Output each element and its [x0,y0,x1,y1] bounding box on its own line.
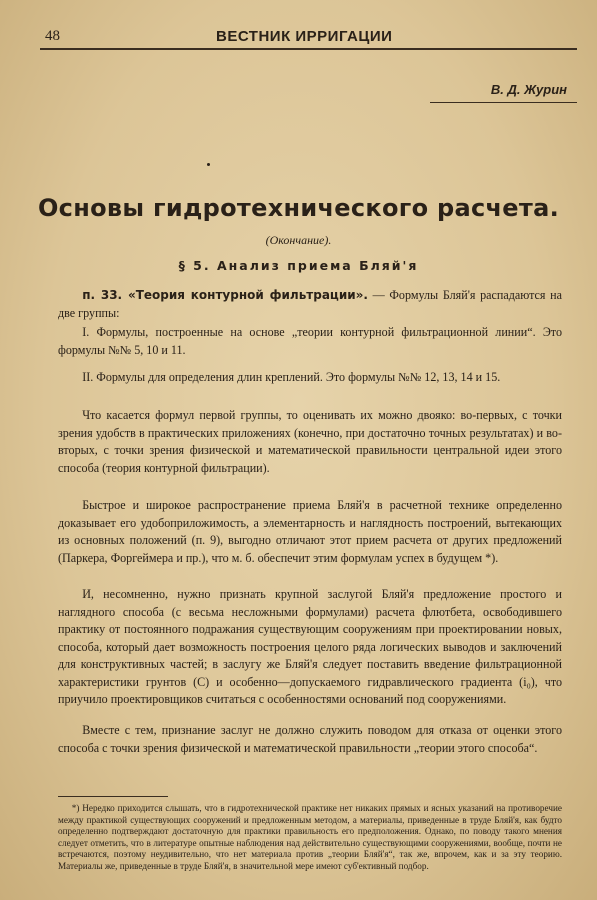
running-header [40,26,577,50]
ink-dot [207,163,210,166]
section-heading: § 5. Анализ приема Бляй'я [178,258,419,273]
paragraph-p33 [58,287,562,322]
paragraph-text: — Формулы Бляй'я распадаются на две группы: [58,288,562,320]
paragraph-text: И, несомненно, нужно признать крупной заслугой Бляй'я предложение простого и наглядного способа (с весьма несложными формулами) расчета флютбета, освободившего практику от постоянного подражания существующим сооружениям при проектировании новых, способа, который дает возможность построения целого ряда логических выводов и заключений для конструктивных частей; в заслугу же Бляй'я следует поставить введение фильтрационной характеристики грунтов (C) и особенно—допускаемого гидравлического градиента (i₀), что приучило проектировщиков считаться с особенностями оснований под сооружениями. [58,587,562,706]
article-subtitle: (Окончание). [265,233,332,247]
paragraph-group-1 [58,324,562,359]
paragraph-text: Что касается формул первой группы, то оценивать их можно двояко: во-первых, с точки зрения удобств в практических приложениях (конечно, при достаточно точных результатах) и во-вторых, с точки зрения физической и математической правильности центральной идеи этого способа (теория контурной фильтрации). [58,408,562,475]
paragraph-text: Вместе с тем, признание заслуг не должно служить поводом для отказа от оценки этого способа с точки зрения физической и математической правильности „теории этого способа“. [58,723,562,755]
page-number: 48 [45,28,60,44]
paragraph-3 [58,407,562,477]
paragraph-text: Быстрое и широкое распространение приема Бляй'я в расчетной технике определенно доказывает его удобоприложимость, а элементарность и наглядность построений, вытекающих из основных положений (п. 9), выгодно отличают этот прием расчета от других предложений (Паркера, Форгеймера и пр.), что м. б. обеспечит этим формулам успех в будущем *). [58,498,562,565]
paragraph-6 [58,722,562,757]
paragraph-5 [58,586,562,709]
footnote-divider [58,796,168,797]
paragraph-4 [58,497,562,567]
author-name: В. Д. Журин [490,82,567,97]
paragraph-text: II. Формулы для определения длин креплений. Это формулы №№ 12, 13, 14 и 15. [82,370,501,384]
footnote [58,803,562,873]
paragraph-group-2 [58,369,562,387]
paragraph-run-in-heading: п. 33. «Теория контурной фильтрации». [82,288,368,302]
footnote-text: *) Нередко приходится слышать, что в гидротехнической практике нет никаких прямых и ясных указаний на противоречие между практикой существующих сооружений и предложенным методом, а материалы, приведенные в труде Бляй'я, как будто определенно подтверждают достаточную для практики правильность его предположения. Однако, по поводу такого мнения следует отметить, что в литературе опытные наблюдения над действительно существующими сооружениями, вообще, почти не встречаются, поэтому неудивительно, что нет материала против „теории Бляй'я“, так же, впрочем, как и за эту теорию. Материалы же, приведенные в труде Бляй'я, в значительной мере имеют суб'ективный подбор. [58,803,562,871]
author-line [430,80,577,103]
journal-title: ВЕСТНИК ИРРИГАЦИИ [216,28,393,45]
article-title: Основы гидротехнического расчета. [37,194,560,222]
paragraph-text: I. Формулы, построенные на основе „теории контурной фильтрационной линии“. Это формулы №№ 5, 10 и 11. [58,325,562,357]
